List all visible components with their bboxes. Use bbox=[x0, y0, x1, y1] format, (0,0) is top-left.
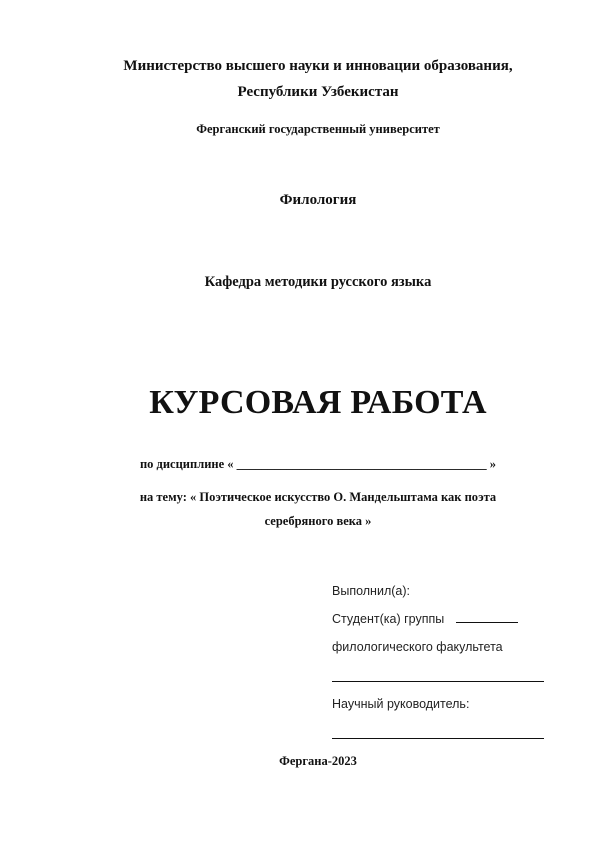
group-blank-line bbox=[456, 612, 518, 623]
university-name: Ферганский государственный университет bbox=[196, 122, 440, 136]
student-group-label: Студент(ка) группы bbox=[332, 612, 445, 626]
city-year: Фергана-2023 bbox=[279, 754, 357, 768]
discipline-line: по дисциплине « ________________________________________ » bbox=[139, 457, 497, 471]
topic-line-1: на тему: « Поэтическое искусство О. Мандельштама как поэта bbox=[139, 490, 497, 504]
student-group-row bbox=[332, 612, 518, 626]
supervisor-name-blank-line bbox=[332, 738, 544, 739]
ministry-line-2: Республики Узбекистан bbox=[237, 84, 399, 100]
department-name: Кафедра методики русского языка bbox=[204, 274, 432, 290]
done-by-label: Выполнил(а): bbox=[332, 584, 410, 598]
document-title: КУРСОВАЯ РАБОТА bbox=[149, 384, 487, 421]
student-name-blank-line bbox=[332, 681, 544, 682]
supervisor-label: Научный руководитель: bbox=[332, 697, 470, 711]
topic-line-2: серебряного века » bbox=[264, 514, 372, 528]
faculty-of-philology-label: филологического факультета bbox=[332, 640, 503, 654]
faculty-name: Филология bbox=[279, 192, 357, 208]
ministry-line-1: Министерство высшего науки и инновации образования, bbox=[123, 58, 513, 74]
